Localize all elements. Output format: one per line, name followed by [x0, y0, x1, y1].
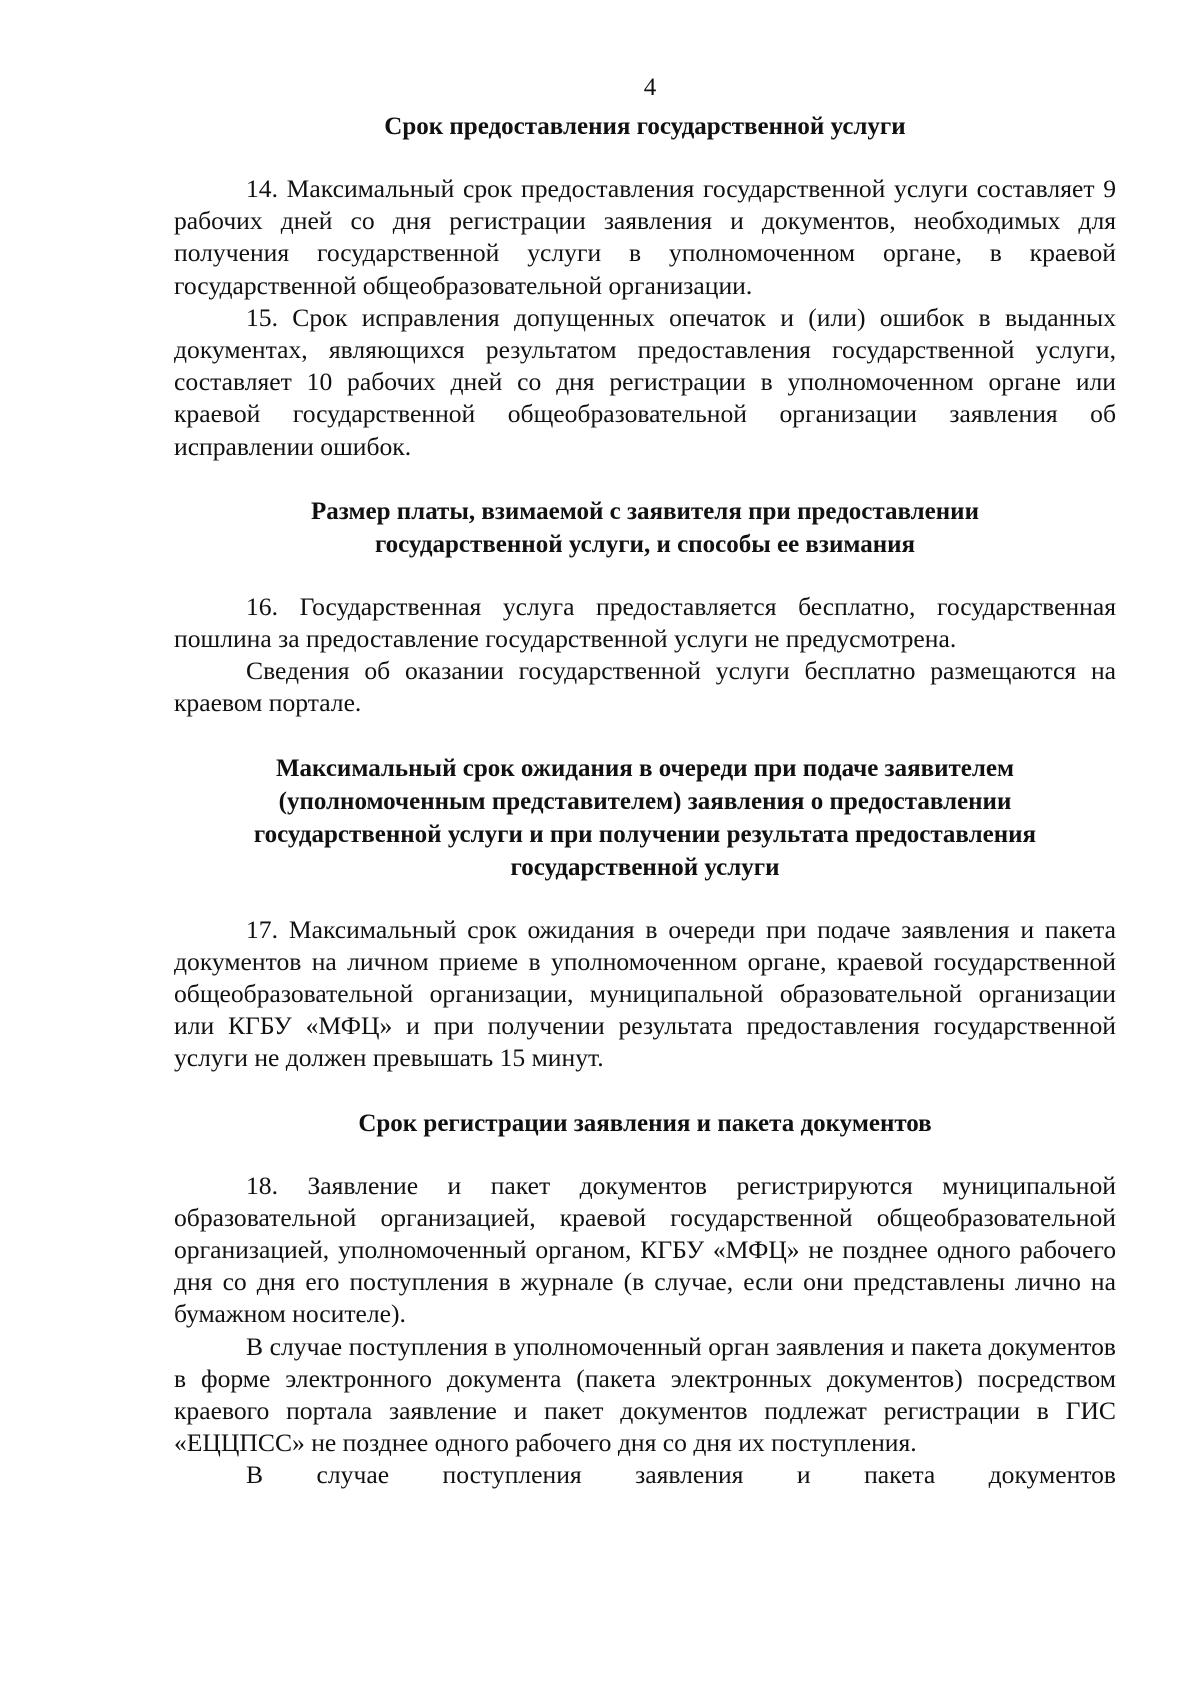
section-queue-time: [174, 752, 1116, 1075]
paragraph: 15. Срок исправления допущенных опечаток и (или) ошибок в выданных документах, являющихся результатом предоставления государственной услуги, составляет 10 рабочих дней со дня регистрации в уполномоченном органе или краевой государственной общеобразовательной организации заявления об исправлении ошибок.: [174, 302, 1116, 461]
heading-line: государственной услуги, и способы ее взимания: [374, 530, 916, 558]
heading-line: государственной услуги: [510, 853, 780, 881]
section-fee: [174, 495, 1116, 720]
section-service-term: [174, 110, 1116, 463]
heading-line: Максимальный срок ожидания в очереди при подаче заявителем: [275, 754, 1015, 782]
page-number: 4: [643, 74, 657, 101]
section-registration-term: [174, 1107, 1116, 1492]
paragraph: В случае поступления заявления и пакета документов: [246, 1460, 1116, 1490]
document-page: [174, 72, 1116, 1492]
paragraph: 18. Заявление и пакет документов регистрируются муниципальной образовательной организацией, краевой государственной общеобразовательной организацией, уполномоченный органом, КГБУ «МФЦ» не позднее одного рабочего дня со дня его поступления в журнале (в случае, если они представлены лично на бумажном носителе).: [174, 1170, 1116, 1329]
section-heading: [174, 495, 1116, 561]
paragraph: Сведения об оказании государственной услуги бесплатно размещаются на краевом портале.: [174, 656, 1116, 718]
paragraph: 16. Государственная услуга предоставляется бесплатно, государственная пошлина за предоставление государственной услуги не предусмотрена.: [174, 591, 1116, 654]
section-heading: [174, 752, 1116, 884]
paragraph: 17. Максимальный срок ожидания в очереди при подаче заявления и пакета документов на личном приеме в уполномоченном органе, краевой государственной общеобразовательной организации, муниципальной образовательной организации или КГБУ «МФЦ» и при получении результата предоставления государственной услуги не должен превышать 15 минут.: [174, 914, 1116, 1073]
heading-line: Срок предоставления государственной услуги: [384, 113, 906, 140]
heading-line: Срок регистрации заявления и пакета документов: [358, 1109, 932, 1137]
paragraph: В случае поступления в уполномоченный орган заявления и пакета документов в форме электронного документа (пакета электронных документов) посредством краевого портала заявление и пакет документов подлежат регистрации в ГИС «ЕЦЦПСС» не позднее одного рабочего дня со дня их поступления.: [174, 1331, 1116, 1458]
section-heading: [174, 1107, 1116, 1140]
heading-line: (уполномоченным представителем) заявления о предоставлении: [278, 787, 1012, 815]
paragraph: 14. Максимальный срок предоставления государственной услуги составляет 9 рабочих дней со дня регистрации заявления и документов, необходимых для получения государственной услуги в уполномоченном органе, в краевой государственной общеобразовательной организации.: [174, 174, 1116, 300]
section-heading: [174, 110, 1116, 143]
heading-line: государственной услуги и при получении результата предоставления: [253, 820, 1037, 848]
heading-line: Размер платы, взимаемой с заявителя при предоставлении: [311, 497, 979, 525]
